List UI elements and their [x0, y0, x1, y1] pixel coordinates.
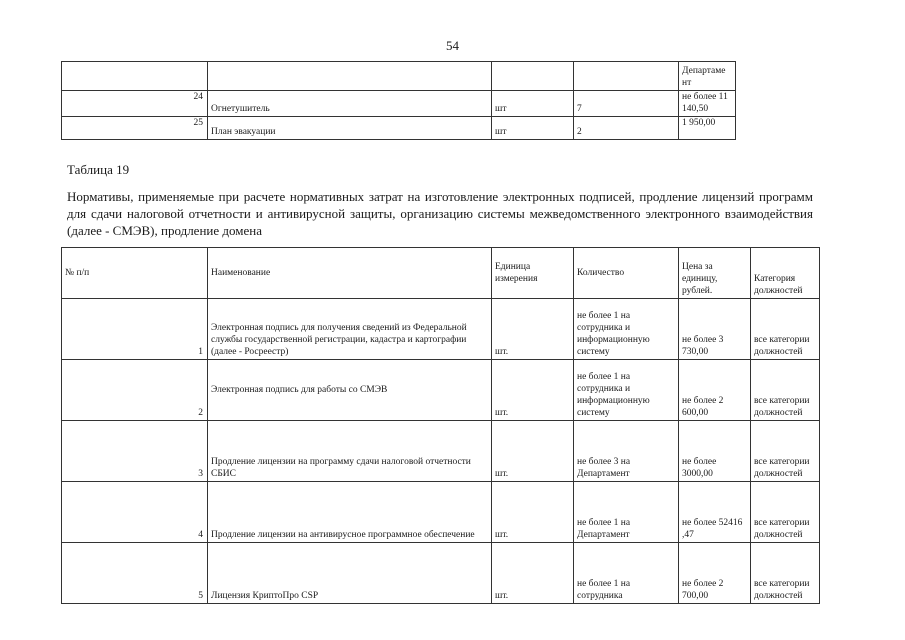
item-quantity: не более 1 на сотрудника и информационную систему	[574, 360, 679, 421]
item-unit: шт.	[492, 543, 574, 604]
page-number: 54	[446, 38, 459, 53]
continued-table	[61, 61, 736, 140]
table-row	[62, 421, 820, 482]
item-unit: шт	[492, 91, 574, 117]
item-category: все категории должностей	[751, 299, 820, 360]
item-quantity: 2	[574, 117, 679, 140]
item-name: Продление лицензии на антивирусное программное обеспечение	[208, 482, 492, 543]
item-price: 1 950,00	[679, 117, 736, 140]
header-price: Цена за единицу, рублей.	[679, 248, 751, 299]
item-unit: шт.	[492, 421, 574, 482]
table-row	[62, 360, 820, 421]
table-row	[62, 91, 736, 117]
item-price: не более 3000,00	[679, 421, 751, 482]
header-unit: Единица измерения	[492, 248, 574, 299]
table-description: Нормативы, применяемые при расчете нормативных затрат на изготовление электронных подписей, продление лицензий программ для сдачи налоговой отчетности и антивирусной защиты, организацию системы межведомственного электронного взаимодействия (далее - СМЭВ), продление домена	[67, 189, 813, 238]
row-number: 4	[62, 482, 208, 543]
table-row	[62, 299, 820, 360]
item-category: все категории должностей	[751, 421, 820, 482]
norms-table	[61, 247, 820, 604]
item-category: все категории должностей	[751, 360, 820, 421]
item-name: Лицензия КриптоПро CSP	[208, 543, 492, 604]
item-quantity: не более 1 на Департамент	[574, 482, 679, 543]
row-number: 3	[62, 421, 208, 482]
item-name: Электронная подпись для получения сведений из Федеральной службы государственной регистрации, кадастра и картографии (далее - Росреестр)	[208, 299, 492, 360]
table-header-row	[62, 248, 820, 299]
item-price: не более 3 730,00	[679, 299, 751, 360]
row-number: 2	[62, 360, 208, 421]
row-number: 1	[62, 299, 208, 360]
table-caption: Таблица 19	[67, 162, 130, 177]
item-quantity: не более 3 на Департамент	[574, 421, 679, 482]
item-price: не более 11 140,50	[679, 91, 736, 117]
table-row	[62, 117, 736, 140]
item-name: Продление лицензии на программу сдачи налоговой отчетности СБИС	[208, 421, 492, 482]
item-price: не более 52416 ,47	[679, 482, 751, 543]
header-num: № п/п	[62, 248, 208, 299]
item-price: не более 2 600,00	[679, 360, 751, 421]
row-number: 5	[62, 543, 208, 604]
table-row	[62, 62, 736, 91]
item-category: все категории должностей	[751, 482, 820, 543]
item-quantity: 7	[574, 91, 679, 117]
header-quantity: Количество	[574, 248, 679, 299]
item-quantity: не более 1 на сотрудника и информационную систему	[574, 299, 679, 360]
item-name: Огнетушитель	[208, 91, 492, 117]
row-number: 25	[62, 117, 208, 140]
header-name: Наименование	[208, 248, 492, 299]
item-unit: шт.	[492, 360, 574, 421]
item-unit: шт.	[492, 299, 574, 360]
item-name: План эвакуации	[208, 117, 492, 140]
item-category: все категории должностей	[751, 543, 820, 604]
item-price: не более 2 700,00	[679, 543, 751, 604]
row-number: 24	[62, 91, 208, 117]
item-unit: шт	[492, 117, 574, 140]
header-cell-department: Департаме нт	[679, 62, 736, 91]
header-category: Категория должностей	[751, 248, 820, 299]
table-row	[62, 482, 820, 543]
item-name: Электронная подпись для работы со СМЭВ	[208, 360, 492, 421]
item-quantity: не более 1 на сотрудника	[574, 543, 679, 604]
table-row	[62, 543, 820, 604]
item-unit: шт.	[492, 482, 574, 543]
